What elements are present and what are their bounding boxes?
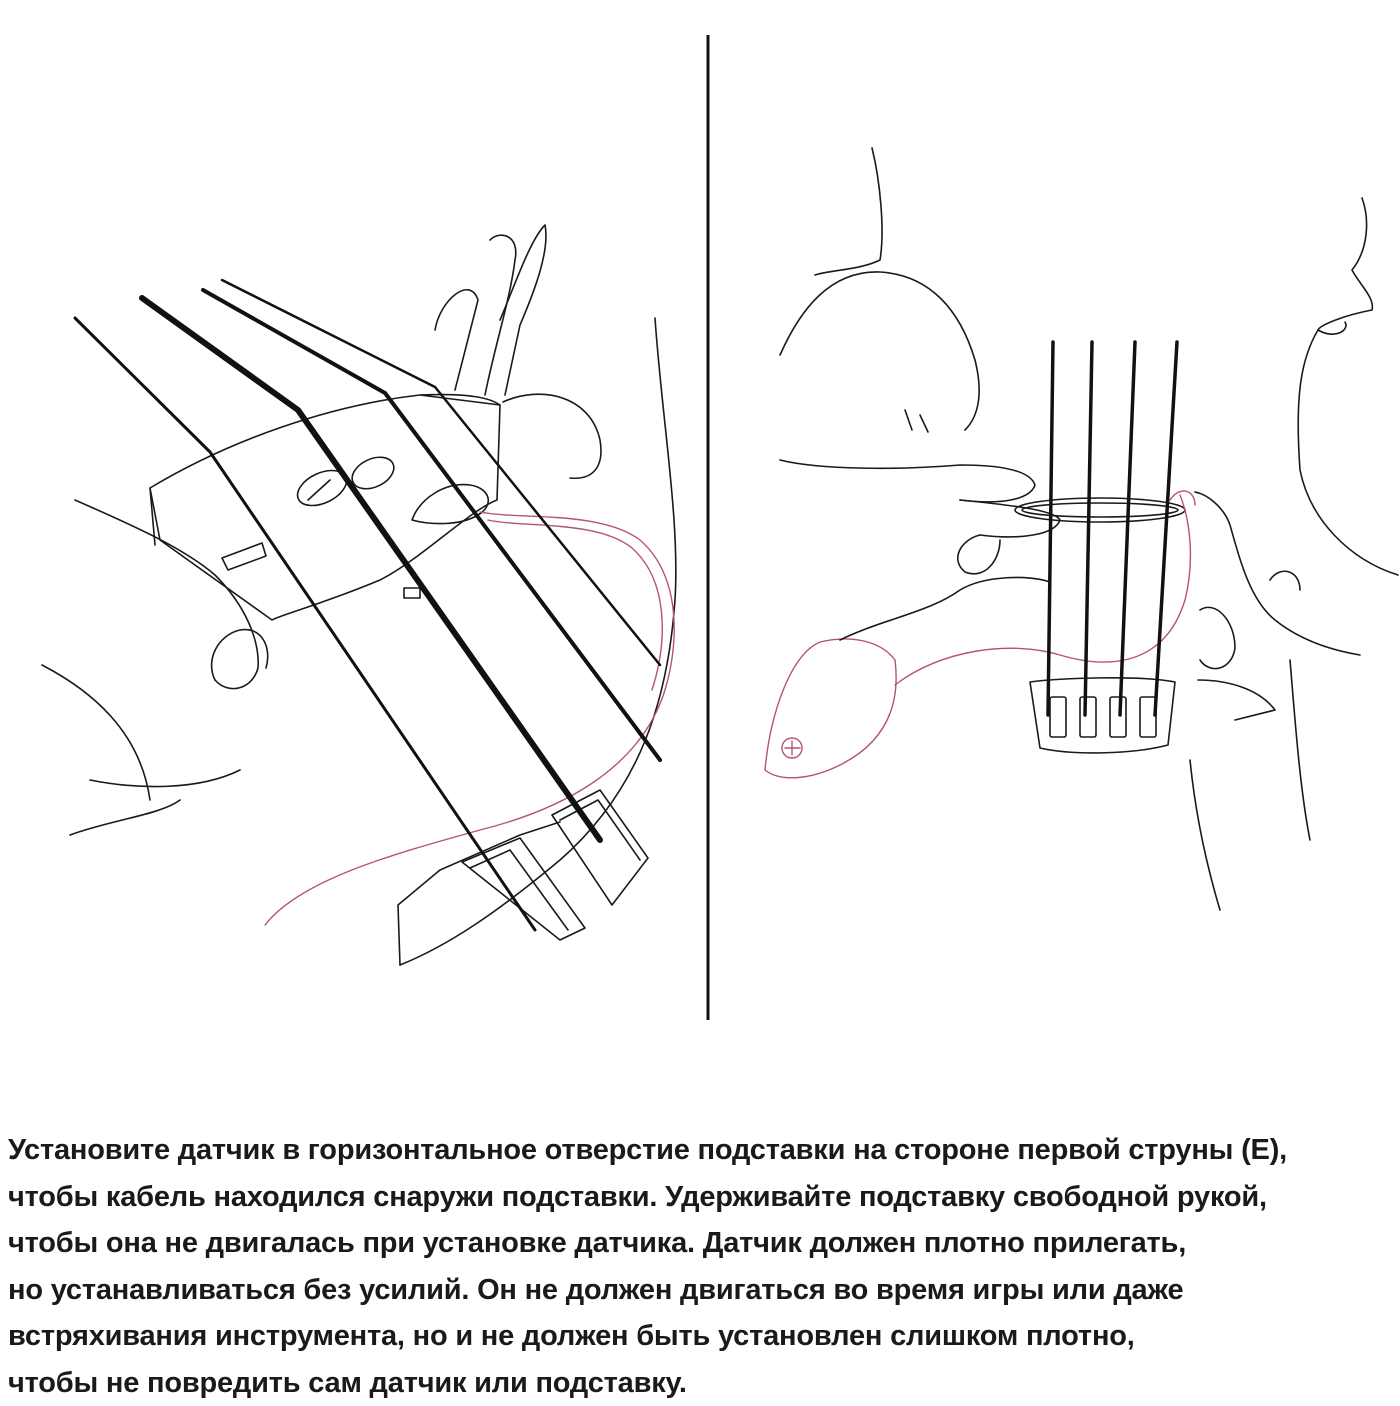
bridge-slot — [222, 543, 266, 570]
left-hand-holding-sensor — [780, 272, 979, 430]
violin-body-outline — [400, 318, 676, 965]
string-d-right — [1085, 342, 1092, 715]
caption-line: чтобы она не двигалась при установке датчика. Датчик должен плотно прилегать, — [8, 1220, 1398, 1267]
sensor-cable-right — [895, 495, 1190, 685]
caption-line: чтобы не повредить сам датчик или подставку. — [8, 1360, 1398, 1406]
sensor-cable — [265, 512, 674, 925]
string-e-right — [1155, 342, 1177, 715]
caption-line: но устанавливаться без усилий. Он не должен двигаться во время игры или даже — [8, 1267, 1398, 1314]
bridge-slots — [1050, 697, 1156, 737]
bridge — [150, 395, 500, 620]
player-profile — [1318, 198, 1372, 330]
string-a — [203, 290, 660, 760]
caption-line: Установите датчик в горизонтальное отверстие подставки на стороне первой струны (E), — [8, 1127, 1398, 1174]
sensor-loop — [1015, 498, 1185, 522]
right-panel-illustration — [765, 148, 1398, 910]
caption-line: чтобы кабель находился снаружи подставки. Удерживайте подставку свободной рукой, — [8, 1174, 1398, 1221]
string-d — [142, 298, 600, 840]
instruction-caption — [8, 1127, 1398, 1406]
fine-tuner-2 — [552, 790, 648, 905]
string-g-right — [1048, 342, 1053, 715]
bridge-front — [1030, 678, 1175, 753]
right-finger — [500, 225, 546, 395]
caption-line: встряхивания инструмента, но и не должен быть установлен слишком плотно, — [8, 1313, 1398, 1360]
string-g — [75, 318, 535, 930]
sensor-jack — [765, 639, 896, 778]
left-panel-illustration — [42, 225, 676, 965]
left-hand — [75, 500, 258, 689]
